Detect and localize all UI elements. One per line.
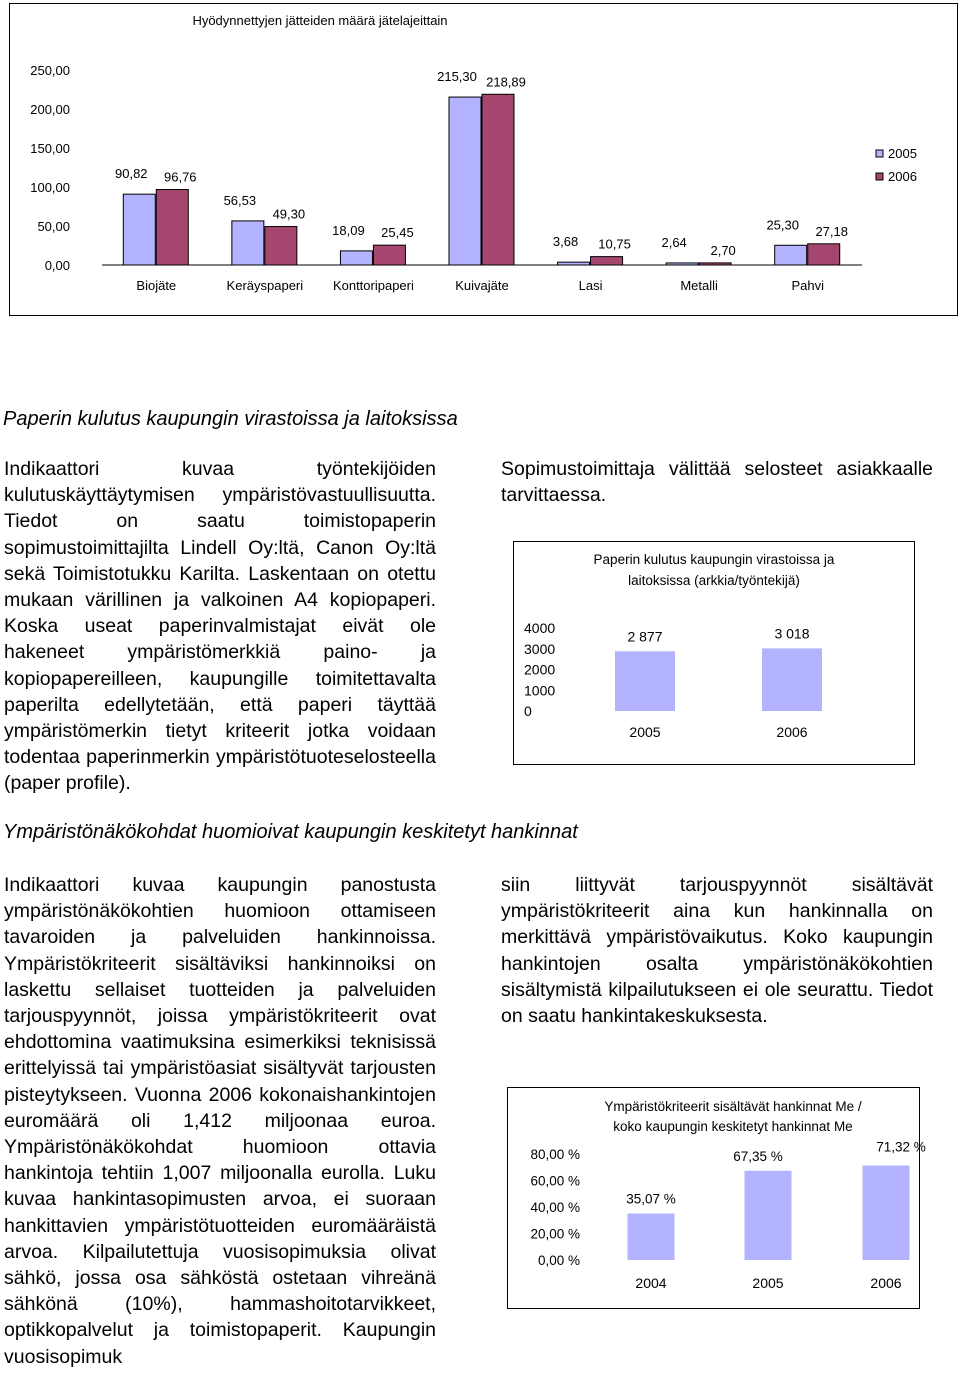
procurement-chart-svg [508,1088,926,1308]
paper-chart [513,541,915,765]
bar-2005 [745,1171,792,1260]
y-tick-label: 60,00 % [530,1173,580,1189]
y-tick-label: 0,00 [44,258,70,273]
bar-2005 [340,251,372,265]
x-tick-label: Biojäte [136,278,177,293]
data-label: 67,35 % [733,1148,783,1164]
bar-2005 [558,262,590,265]
legend-label: 2005 [888,146,917,161]
chart-title-line: Paperin kulutus kaupungin virastoissa ja [593,552,835,567]
bar-2005 [666,263,698,265]
x-tick-label: 2006 [776,724,808,740]
x-tick-label: Metalli [680,278,718,293]
y-tick-label: 1000 [524,682,556,699]
data-label: 18,09 [332,222,365,238]
y-tick-label: 4000 [524,620,556,636]
paragraph-paper-indicator: Indikaattori kuvaa työntekijöiden kulutuskäyttäytymisen ympäristövastuullisuutta. Tiedot on saatu toimistopaperin sopimustoimittajilta Lindell Oy:ltä, Canon Oy:ltä sekä Toimistotukku Karilta. Laskentaan on otettu mukaan värillinen ja valkoinen A4 kopiopaperi. Koska useat paperinvalmistajat eivät ole hakeneet ympäristömerkkiä paino- ja kopiopapereilleen, kaupungille toimitettavalta paperilta edellytetään, että paperi täyttää ympäristömerkin tietyt kriteerit jotka voidaan todentaa paperinmerkin ympäristötuoteselosteella (paper profile). [4,458,436,795]
bar-2006 [373,245,405,265]
y-tick-label: 250,00 [30,63,70,78]
data-label: 25,45 [381,225,414,241]
y-tick-label: 40,00 % [530,1200,580,1215]
procurement-chart [507,1087,926,1309]
x-tick-label: Lasi [578,278,603,293]
x-tick-label: Pahvi [791,278,824,293]
paragraph-procurement-indicator: Indikaattori kuvaa kaupungin panostusta ympäristönäkökohtien huomioon ottamiseen tavaroiden ja palveluiden hankinnoissa. Ympäristökriteerit sisältäviksi hankinnoiksi on laskettu sellaiset tuotteiden ja palveluiden tarjouspyynnöt, joissa ympäristökriteerit ovat ehdottomina vaatimuksina esimerkiksi teknisissä erittelyissä tai ympäristöasiat sisältyvät tarjousten pisteytykseen. Vuonna 2006 kokonaishankintojen euromäärä oli 1,412 miljoonaa euroa. Ympäristönäkökohdat huomioon ottavia hankintoja tehtiin 1,007 miljoonalla eurolla. Luku kuvaa hankintasopimusten arvoa, ei suoraan hankittavien ympäristötuotteiden euromääräistä arvoa. Kilpailutettuja vuosisopimuksia olivat sähkö, jossa osa sähköstä ostetaan vihreänä sähkönä (10%), hammashoitotarvikkeet, optikkopalvelut ja toimistopaperit. Kaupungin vuosisopimuk [4,874,436,1368]
data-label: 90,82 [115,166,148,182]
waste-chart-svg [10,4,957,315]
data-label: 27,18 [815,223,848,239]
legend-swatch-2006 [876,173,883,180]
data-label: 25,30 [766,217,799,233]
bar-2004 [628,1214,675,1260]
bar-2005 [449,97,481,265]
data-label: 71,32 % [876,1139,926,1155]
bar-2006 [863,1166,910,1260]
data-label: 2,64 [661,234,687,250]
data-label: 2,70 [710,242,736,258]
x-tick-label: 2005 [752,1275,784,1291]
bar-2006 [482,94,514,265]
data-label: 56,53 [223,192,257,208]
y-tick-label: 200,00 [30,102,70,117]
bar-2005 [615,651,675,711]
heading-paper-consumption: Paperin kulutus kaupungin virastoissa ja laitoksissa [3,408,458,430]
x-tick-label: Keräyspaperi [226,278,304,293]
data-label: 2 877 [627,628,663,645]
bar-2006 [265,227,297,265]
chart-title: Hyödynnettyjen jätteiden määrä jätelajeittain [192,13,448,28]
waste-chart [9,3,958,316]
chart-title-line: Ympäristökriteerit sisältävät hankinnat Me / [604,1099,862,1114]
data-label: 49,30 [272,206,306,222]
bar-2006 [699,263,731,265]
paragraph-procurement-details: siin liittyvät tarjouspyynnöt sisältävät ympäristökriteerit aina kun hankinnalla on merkittävä ympäristövaikutus. Koko kaupungin hankintojen osalta ympäristönäkökohtien sisältymistä kilpailutukseen ei ole seurattu. Tiedot on saatu hankintakeskuksesta. [501,874,933,1028]
data-label: 3 018 [774,625,810,642]
bar-2006 [591,257,623,265]
paper-chart-svg [514,542,914,764]
y-tick-label: 0,00 % [537,1253,580,1268]
x-tick-label: Kuivajäte [455,278,509,293]
data-label: 215,30 [437,69,477,85]
y-tick-label: 50,00 [37,219,70,234]
legend-swatch-2005 [876,150,883,157]
bar-2005 [123,194,155,265]
bar-2006 [762,648,822,711]
y-tick-label: 20,00 % [530,1226,580,1242]
data-label: 10,75 [598,236,631,252]
x-tick-label: Konttoripaperi [332,278,414,293]
chart-title-line: koko kaupungin keskitetyt hankinnat Me [613,1119,853,1134]
bar-2005 [232,221,264,265]
data-label: 3,68 [552,234,579,250]
bar-2005 [775,245,807,265]
chart-title-line: laitoksissa (arkkia/työntekijä) [628,573,800,588]
y-tick-label: 100,00 [30,180,70,195]
data-label: 35,07 % [626,1191,676,1207]
y-tick-label: 2000 [524,661,556,678]
x-tick-label: 2005 [629,724,661,740]
y-tick-label: 150,00 [30,141,70,156]
bar-2006 [156,190,188,265]
data-label: 218,89 [486,74,526,90]
data-label: 96,76 [164,169,197,185]
y-tick-label: 3000 [524,640,556,657]
y-tick-label: 0 [524,703,532,719]
x-tick-label: 2004 [635,1275,667,1291]
heading-procurement: Ympäristönäkökohdat huomioivat kaupungin keskitetyt hankinnat [3,821,578,843]
x-tick-label: 2006 [870,1275,902,1291]
paragraph-paper-supplier: Sopimustoimittaja välittää selosteet asiakkaalle tarvittaessa. [501,458,933,507]
y-tick-label: 80,00 % [530,1147,580,1162]
bar-2006 [808,244,840,265]
legend-label: 2006 [888,169,917,184]
